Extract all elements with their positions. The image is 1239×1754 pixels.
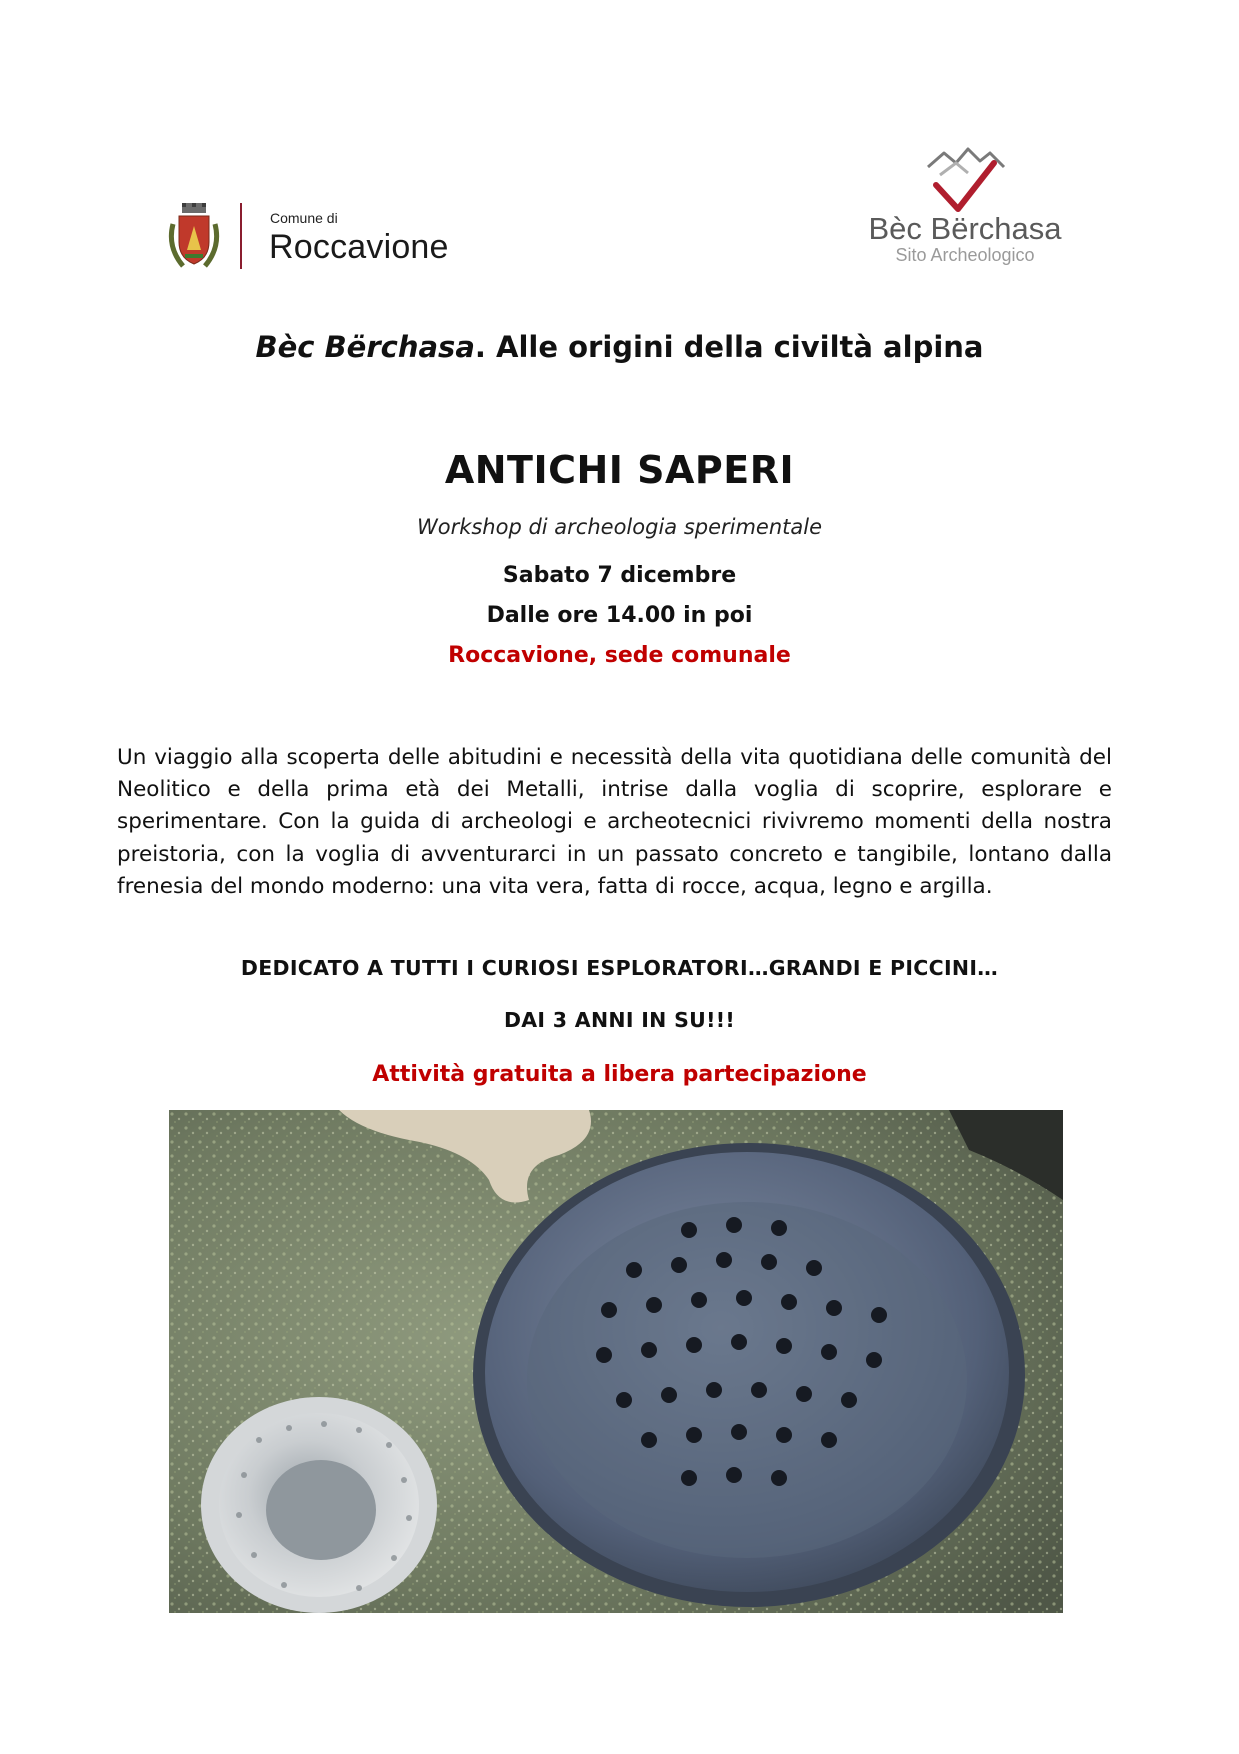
audience-line: DEDICATO A TUTTI I CURIOSI ESPLORATORI…GRANDI E PICCINI… bbox=[240, 956, 999, 980]
coat-of-arms-icon bbox=[165, 202, 223, 272]
comune-logo bbox=[165, 200, 465, 275]
event-place: Roccavione, sede comunale bbox=[448, 643, 791, 668]
event-description: Un viaggio alla scoperta delle abitudini e necessità della vita quotidiana delle comunità del Neolitico e della prima età dei Metalli, intrise dalla voglia di scoprire, esplorare e sperimentare. Con la guida di archeologi e archeotecnici rivivremo momenti della nostra preistoria, con la voglia di avventurarci in un passato concreto e tangibile, lontano dalla frenesia del mondo moderno: una vita vera, fatta di rocce, acqua, legno e argilla. bbox=[117, 745, 1112, 899]
event-subtitle: Workshop di archeologia sperimentale bbox=[416, 515, 823, 539]
site-name: Bèc Bërchasa bbox=[868, 211, 1062, 246]
series-title-rest: . Alle origini della civiltà alpina bbox=[474, 330, 984, 364]
logo-divider bbox=[240, 203, 242, 269]
free-activity-line: Attività gratuita a libera partecipazione bbox=[372, 1062, 867, 1087]
mountain-check-icon bbox=[926, 145, 1006, 213]
comune-prefix: Comune di bbox=[270, 210, 338, 226]
pottery-photo bbox=[169, 1110, 1063, 1613]
event-title: ANTICHI SAPERI bbox=[444, 448, 795, 492]
series-title bbox=[0, 330, 1239, 364]
series-title-italic: Bèc Bërchasa bbox=[255, 330, 475, 364]
event-date: Sabato 7 dicembre bbox=[502, 563, 737, 588]
site-subtitle: Sito Archeologico bbox=[895, 245, 1035, 265]
comune-name: Roccavione bbox=[269, 228, 449, 266]
site-logo bbox=[860, 145, 1070, 265]
event-time: Dalle ore 14.00 in poi bbox=[486, 603, 753, 628]
age-line: DAI 3 ANNI IN SU!!! bbox=[503, 1008, 736, 1032]
